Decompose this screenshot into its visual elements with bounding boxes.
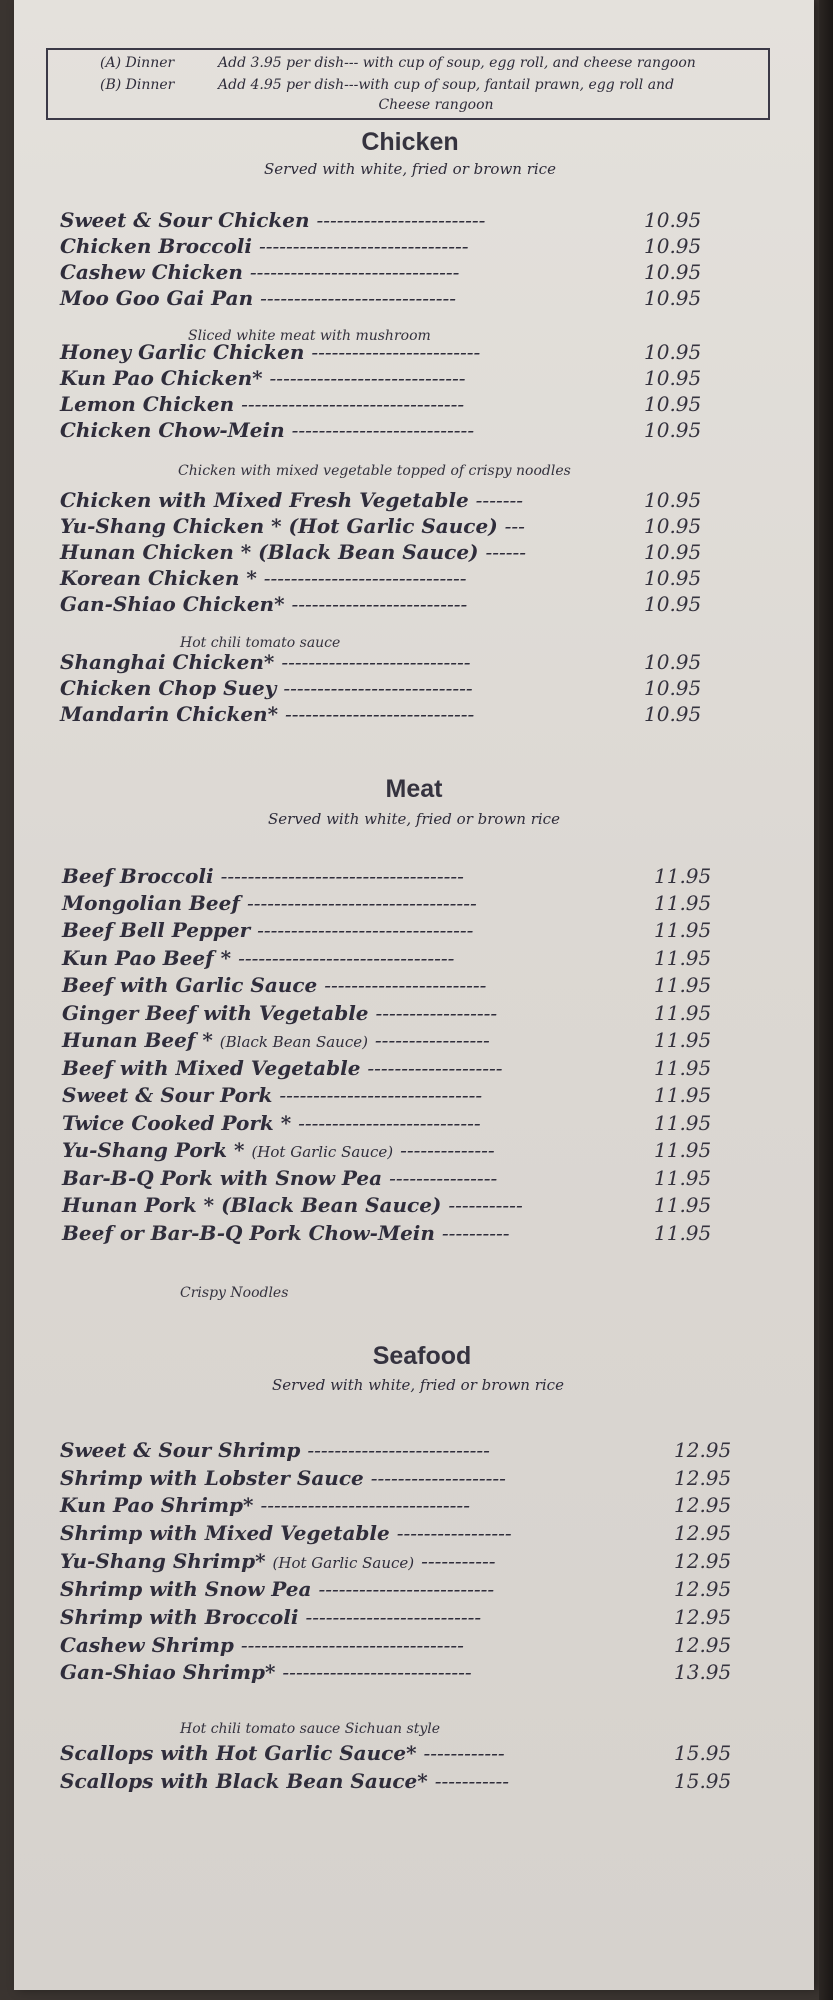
item-name: Lemon Chicken (60, 392, 235, 416)
item-name: Hunan Pork * (Black Bean Sauce) (62, 1193, 442, 1217)
item-dash-leader: ------------ (423, 1741, 505, 1765)
seafood-item-price: 12.95 (674, 1493, 732, 1517)
item-dash-leader: ------------------------------- (249, 260, 460, 284)
chicken-item-name (60, 233, 468, 259)
item-dash-leader: -------------------- (370, 1466, 506, 1490)
meat-item-name (62, 1000, 497, 1026)
chicken-item-name (60, 207, 485, 233)
item-name: Mongolian Beef (62, 891, 240, 915)
item-name: Chicken with Mixed Fresh Vegetable (60, 488, 469, 512)
item-dash-leader: ----------------------------- (260, 286, 457, 310)
chicken-item-price: 10.95 (644, 340, 702, 364)
seafood-item-price: 15.95 (674, 1741, 732, 1765)
item-name: Yu-Shang Shrimp* (60, 1549, 266, 1573)
item-name: Kun Pao Shrimp* (60, 1493, 254, 1517)
item-dash-leader: -------------------------------- (238, 946, 455, 970)
item-name: Gan-Shiao Shrimp* (60, 1660, 276, 1684)
item-name: Gan-Shiao Chicken* (60, 592, 285, 616)
meat-item-price: 11.95 (654, 918, 712, 942)
item-name: Sweet & Sour Chicken (60, 208, 310, 232)
item-name: Yu-Shang Chicken * (Hot Garlic Sauce) (60, 514, 498, 538)
item-dash-leader: ---------------------------- (281, 650, 471, 674)
item-dash-leader: ---------------------------- (283, 676, 473, 700)
meat-item-price: 11.95 (654, 1083, 712, 1107)
item-dash-leader: ----------- (448, 1193, 523, 1217)
item-dash-leader: ---------------------------- (285, 702, 475, 726)
item-dash-leader: ----------------- (396, 1521, 512, 1545)
chicken-item-price: 10.95 (644, 208, 702, 232)
item-name: Kun Pao Chicken* (60, 366, 263, 390)
chicken-item-price: 10.95 (644, 702, 702, 726)
item-sauce-note: (Hot Garlic Sauce) (251, 1143, 394, 1161)
item-dash-leader: --------------------------- (298, 1111, 481, 1135)
item-name: Sweet & Sour Shrimp (60, 1438, 301, 1462)
item-dash-leader: ------------------ (375, 1001, 498, 1025)
item-dash-leader: --------------------------------- (241, 392, 465, 416)
chicken-item-name (60, 285, 456, 311)
seafood-item-price: 13.95 (674, 1660, 732, 1684)
meat-item-name (62, 945, 454, 971)
menu-page (14, 0, 814, 1990)
seafood-item-price: 12.95 (674, 1605, 732, 1629)
item-name: Mandarin Chicken* (60, 702, 279, 726)
meat-item-price: 11.95 (654, 973, 712, 997)
chicken-item-price: 10.95 (644, 366, 702, 390)
meat-item-price: 11.95 (654, 946, 712, 970)
item-name: Shrimp with Snow Pea (60, 1577, 312, 1601)
item-name: Korean Chicken * (60, 566, 257, 590)
meat-item-name (62, 863, 464, 889)
chicken-item-price: 10.95 (644, 540, 702, 564)
meat-item-name (62, 1220, 510, 1246)
item-dash-leader: ----------- (421, 1549, 496, 1573)
chicken-item-price: 10.95 (644, 418, 702, 442)
item-name: Beef with Garlic Sauce (62, 973, 318, 997)
dinner-options-box (46, 48, 770, 120)
item-name: Hunan Chicken * (Black Bean Sauce) (60, 540, 479, 564)
seafood-item-name (60, 1740, 505, 1766)
seafood-ganshiao-desc: Hot chili tomato sauce Sichuan style (180, 1721, 440, 1737)
item-name: Shrimp with Lobster Sauce (60, 1466, 364, 1490)
chicken-item-price: 10.95 (644, 650, 702, 674)
seafood-item-name (60, 1632, 464, 1658)
chicken-item-name (60, 365, 466, 391)
item-dash-leader: ----------------------------- (269, 366, 466, 390)
item-dash-leader: -------------- (400, 1138, 495, 1162)
meat-served-note: Served with white, fried or brown rice (268, 810, 560, 828)
item-dash-leader: --------------------------------- (240, 1633, 464, 1657)
item-name: Hunan Beef * (62, 1028, 213, 1052)
seafood-item-price: 12.95 (674, 1577, 732, 1601)
item-dash-leader: ----------------- (374, 1028, 490, 1052)
chicken-item-price: 10.95 (644, 234, 702, 258)
meat-item-name (62, 1165, 497, 1191)
chicken-item-name (60, 259, 459, 285)
seafood-item-price: 12.95 (674, 1549, 732, 1573)
meat-item-name (62, 1055, 503, 1081)
item-dash-leader: -------------------------- (318, 1577, 495, 1601)
meat-item-name (62, 1110, 481, 1136)
meat-item-price: 11.95 (654, 864, 712, 888)
item-dash-leader: ------------------------------- (260, 1493, 470, 1517)
item-name: Chicken Broccoli (60, 234, 252, 258)
chicken-item-price: 10.95 (644, 488, 702, 512)
meat-item-name (62, 1137, 495, 1165)
chicken-item-name (60, 591, 467, 617)
chicken-item-name (60, 649, 471, 675)
seafood-item-price: 12.95 (674, 1438, 732, 1462)
item-name: Beef Broccoli (62, 864, 214, 888)
item-name: Shanghai Chicken* (60, 650, 275, 674)
chicken-item-price: 10.95 (644, 676, 702, 700)
page-shadow (819, 0, 833, 2000)
item-dash-leader: --- (504, 514, 525, 538)
chicken-section-title: Chicken (361, 128, 459, 156)
seafood-item-price: 15.95 (674, 1769, 732, 1793)
meat-item-price: 11.95 (654, 891, 712, 915)
item-name: Ginger Beef with Vegetable (62, 1001, 369, 1025)
item-dash-leader: -------------------------- (305, 1605, 482, 1629)
item-name: Beef Bell Pepper (62, 918, 251, 942)
seafood-item-name (60, 1576, 494, 1602)
item-dash-leader: ------------------------------------ (220, 864, 464, 888)
meat-item-price: 11.95 (654, 1221, 712, 1245)
seafood-served-note: Served with white, fried or brown rice (272, 1376, 564, 1394)
meat-item-price: 11.95 (654, 1111, 712, 1135)
seafood-section-title: Seafood (372, 1342, 472, 1370)
meat-item-name (62, 1027, 490, 1055)
item-name: Kun Pao Beef * (62, 946, 232, 970)
item-name: Chicken Chop Suey (60, 676, 277, 700)
item-name: Twice Cooked Pork * (62, 1111, 292, 1135)
item-name: Bar-B-Q Pork with Snow Pea (62, 1166, 383, 1190)
item-dash-leader: ------- (475, 488, 523, 512)
seafood-item-name (60, 1520, 512, 1546)
seafood-item-name (60, 1465, 506, 1491)
item-dash-leader: --------------------------- (291, 418, 475, 442)
chicken-chowmein-desc: Chicken with mixed vegetable topped of crispy noodles (178, 463, 571, 479)
item-dash-leader: ------ (485, 540, 527, 564)
item-dash-leader: ---------------------------------- (246, 891, 477, 915)
meat-item-name (62, 1192, 523, 1218)
chicken-item-name (60, 417, 474, 443)
seafood-item-name (60, 1492, 470, 1518)
item-dash-leader: ------------------------ (324, 973, 487, 997)
chicken-item-name (60, 675, 473, 701)
chicken-item-name (60, 539, 526, 565)
meat-item-name (62, 890, 477, 916)
seafood-item-price: 12.95 (674, 1466, 732, 1490)
meat-section-title: Meat (385, 775, 443, 803)
dinner-a-text: Add 3.95 per dish--- with cup of soup, egg roll, and cheese rangoon (218, 55, 696, 71)
chicken-item-name (60, 565, 467, 591)
item-dash-leader: ------------------------------ (279, 1083, 483, 1107)
chicken-item-name (60, 391, 464, 417)
seafood-item-price: 12.95 (674, 1633, 732, 1657)
chicken-item-name (60, 487, 523, 513)
seafood-item-name (60, 1548, 495, 1576)
item-dash-leader: ---------------------------- (282, 1660, 472, 1684)
dinner-a-code: (A) Dinner (100, 55, 175, 71)
chicken-item-price: 10.95 (644, 392, 702, 416)
item-name: Beef with Mixed Vegetable (62, 1056, 361, 1080)
seafood-item-price: 12.95 (674, 1521, 732, 1545)
item-name: Beef or Bar-B-Q Pork Chow-Mein (62, 1221, 435, 1245)
item-name: Scallops with Hot Garlic Sauce* (60, 1741, 417, 1765)
dinner-b-continued: Cheese rangoon (378, 97, 494, 113)
item-name: Moo Goo Gai Pan (60, 286, 254, 310)
item-dash-leader: ---------- (441, 1221, 510, 1245)
item-dash-leader: ---------------- (389, 1166, 498, 1190)
item-name: Shrimp with Broccoli (60, 1605, 299, 1629)
chicken-served-note: Served with white, fried or brown rice (264, 160, 556, 178)
chicken-item-price: 10.95 (644, 592, 702, 616)
item-dash-leader: --------------------------- (307, 1438, 490, 1462)
meat-item-price: 11.95 (654, 1166, 712, 1190)
meat-item-name (62, 917, 473, 943)
meat-item-price: 11.95 (654, 1138, 712, 1162)
item-name: Sweet & Sour Pork (62, 1083, 273, 1107)
item-dash-leader: -------------------------- (291, 592, 468, 616)
item-name: Honey Garlic Chicken (60, 340, 305, 364)
item-sauce-note: (Black Bean Sauce) (219, 1033, 368, 1051)
chicken-item-price: 10.95 (644, 260, 702, 284)
meat-item-price: 11.95 (654, 1001, 712, 1025)
meat-crispy-desc: Crispy Noodles (180, 1285, 289, 1301)
meat-item-name (62, 1082, 482, 1108)
item-name: Yu-Shang Pork * (62, 1138, 245, 1162)
item-name: Shrimp with Mixed Vegetable (60, 1521, 390, 1545)
meat-item-price: 11.95 (654, 1056, 712, 1080)
chicken-item-price: 10.95 (644, 514, 702, 538)
chicken-item-price: 10.95 (644, 286, 702, 310)
meat-item-price: 11.95 (654, 1193, 712, 1217)
dinner-b-code: (B) Dinner (100, 77, 175, 93)
chicken-item-name (60, 513, 525, 539)
item-sauce-note: (Hot Garlic Sauce) (272, 1554, 415, 1572)
item-name: Cashew Chicken (60, 260, 243, 284)
item-dash-leader: ------------------------- (316, 208, 486, 232)
chicken-moo-desc: Sliced white meat with mushroom (188, 328, 431, 344)
item-dash-leader: ------------------------------- (258, 234, 469, 258)
chicken-item-price: 10.95 (644, 566, 702, 590)
item-dash-leader: ------------------------------ (263, 566, 467, 590)
seafood-item-name (60, 1604, 481, 1630)
seafood-item-name (60, 1659, 472, 1685)
item-name: Chicken Chow-Mein (60, 418, 285, 442)
seafood-item-name (60, 1768, 509, 1794)
dinner-b-text: Add 4.95 per dish---with cup of soup, fantail prawn, egg roll and (218, 77, 675, 93)
item-name: Cashew Shrimp (60, 1633, 234, 1657)
item-dash-leader: ----------- (434, 1769, 510, 1793)
chicken-item-name (60, 701, 474, 727)
chicken-ganshiao-desc: Hot chili tomato sauce (180, 635, 341, 651)
seafood-item-name (60, 1437, 490, 1463)
meat-item-name (62, 972, 486, 998)
meat-item-price: 11.95 (654, 1028, 712, 1052)
item-dash-leader: ------------------------- (311, 340, 481, 364)
item-dash-leader: -------------------------------- (257, 918, 474, 942)
item-dash-leader: -------------------- (367, 1056, 503, 1080)
item-name: Scallops with Black Bean Sauce* (60, 1769, 428, 1793)
